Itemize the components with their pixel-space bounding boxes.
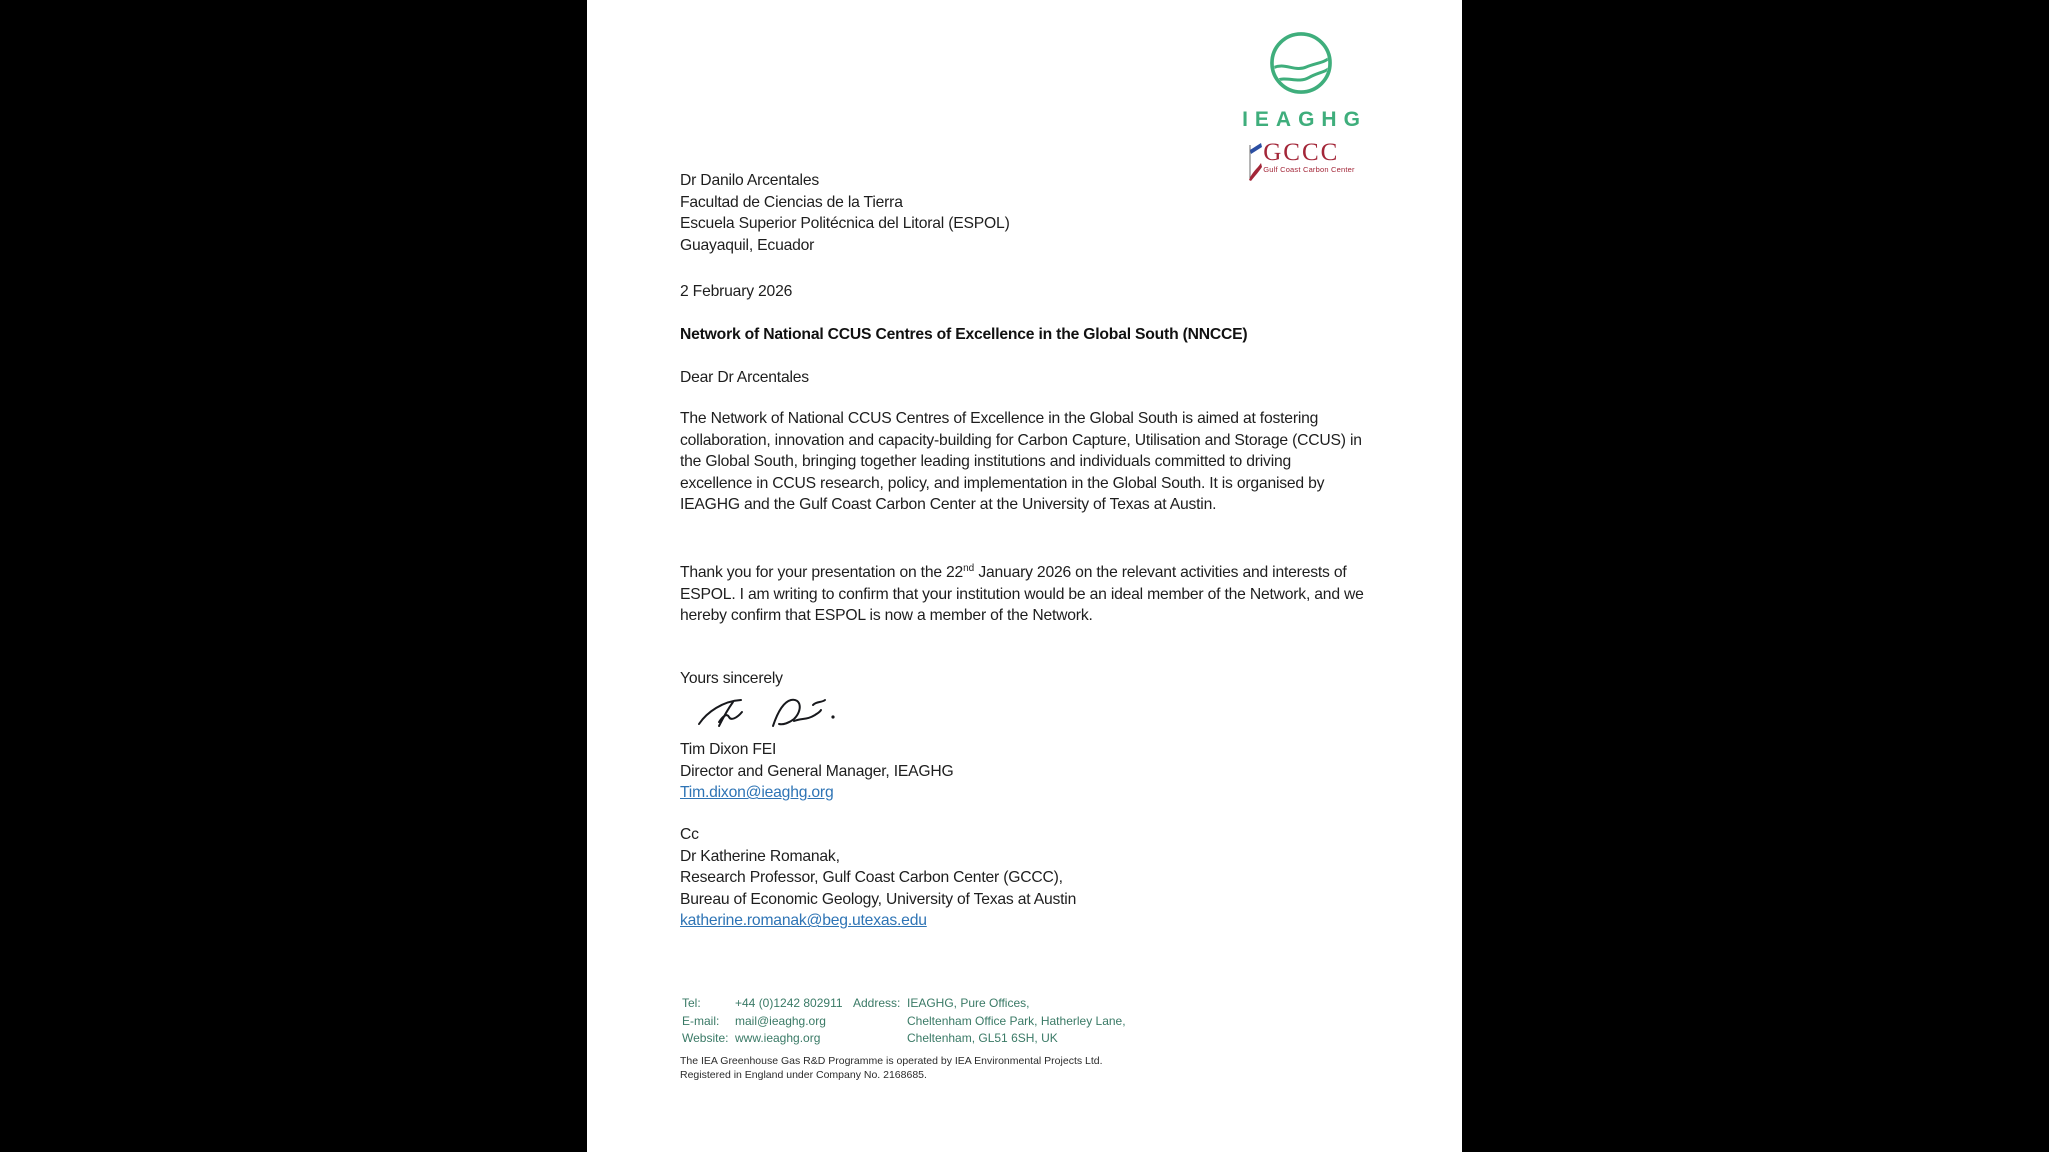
address-line: IEAGHG, Pure Offices,: [907, 996, 1030, 1010]
paragraph2-text-start: Thank you for your presentation on the 22: [680, 564, 964, 582]
ieaghg-wordmark: IEAGHG: [1242, 108, 1367, 131]
cc-label: Cc: [680, 826, 699, 843]
cc-name: Dr Katherine Romanak,: [680, 847, 840, 865]
email-value: mail@ieaghg.org: [735, 1013, 826, 1028]
footer-smallprint: [680, 1054, 1103, 1082]
letterhead-logos: [1221, 30, 1381, 182]
gccc-logo: [1247, 139, 1355, 182]
recipient-faculty: Facultad de Ciencias de la Tierra: [680, 193, 903, 211]
address-line: Cheltenham, GL51 6SH, UK: [907, 1031, 1058, 1045]
globe-wave-icon: [1268, 30, 1334, 96]
email-label: E-mail:: [682, 1013, 720, 1028]
letter-page: [587, 0, 1462, 1152]
address-label: Address:: [853, 996, 901, 1010]
recipient-name: Dr Danilo Arcentales: [680, 172, 819, 189]
recipient-city: Guayaquil, Ecuador: [680, 236, 815, 254]
signatory-email-link[interactable]: Tim.dixon@ieaghg.org: [680, 784, 834, 802]
letter-date: 2 February 2026: [680, 283, 793, 300]
website-value: www.ieaghg.org: [735, 1031, 821, 1045]
footer-contact: [682, 995, 1126, 1048]
handwritten-signature: [697, 696, 849, 730]
recipient-address: [680, 170, 1010, 256]
salutation: Dear Dr Arcentales: [680, 369, 809, 386]
gccc-flag-icon: [1247, 142, 1262, 182]
cc-institution: Bureau of Economic Geology, University of Texas at Austin: [680, 890, 1077, 908]
address-line: Cheltenham Office Park, Hatherley Lane,: [907, 1013, 1126, 1028]
ordinal-superscript: nd: [963, 563, 975, 574]
gccc-text-block: [1263, 139, 1355, 174]
smallprint-registration: Registered in England under Company No. 2168685.: [680, 1069, 927, 1081]
valediction: Yours sincerely: [680, 670, 783, 687]
tel-value: +44 (0)1242 802911: [735, 996, 843, 1010]
signatory-name: Tim Dixon FEI: [680, 741, 777, 758]
gccc-wordmark: GCCC: [1263, 139, 1340, 166]
body-paragraph-2: [680, 558, 1364, 627]
address-spacer: [853, 1030, 907, 1048]
signature-icon: [697, 696, 849, 730]
paragraph2-text-end: January 2026 on the relevant activities and interests of ESPOL. I am writing to confirm that your institution would be an ideal member of the Network, and we hereby confirm that ESPOL is now a member of the Network.: [680, 564, 1364, 625]
tel-label: Tel:: [682, 996, 701, 1010]
cc-title: Research Professor, Gulf Coast Carbon Center (GCCC),: [680, 869, 1063, 887]
recipient-institution: Escuela Superior Politécnica del Litoral (ESPOL): [680, 215, 1010, 233]
cc-block: [680, 824, 1076, 932]
subject-line: Network of National CCUS Centres of Excellence in the Global South (NNCCE): [680, 326, 1248, 343]
cc-email-link[interactable]: katherine.romanak@beg.utexas.edu: [680, 912, 927, 930]
address-spacer: [853, 1013, 907, 1031]
signatory-block: [680, 739, 954, 804]
body-paragraph-1: The Network of National CCUS Centres of Excellence in the Global South is aimed at fostering collaboration, innovation and capacity-building for Carbon Capture, Utilisation and Storage (CCUS) in the Global South, bringing together leading institutions and individuals committed to driving excellence in CCUS research, policy, and implementation in the Global South. It is organised by IEAGHG and the Gulf Coast Carbon Center at the University of Texas at Austin.: [680, 410, 1362, 514]
gccc-tagline: Gulf Coast Carbon Center: [1263, 165, 1355, 174]
website-label: Website:: [682, 1031, 729, 1045]
signatory-title: Director and General Manager, IEAGHG: [680, 762, 954, 780]
smallprint-operator: The IEA Greenhouse Gas R&D Programme is operated by IEA Environmental Projects Ltd.: [680, 1055, 1103, 1067]
